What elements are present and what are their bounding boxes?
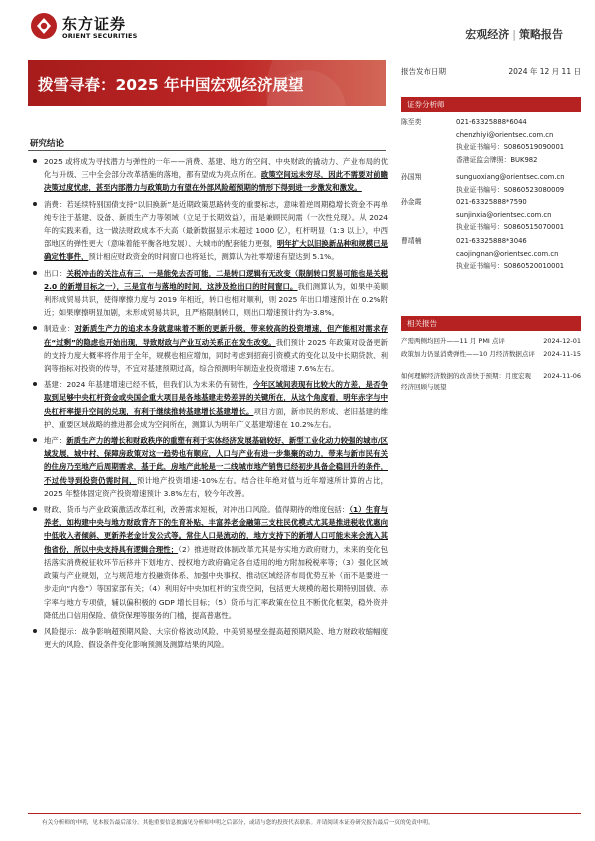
conclusion-bullet: [30, 322, 388, 375]
analyst-contact-line: 021-63325888*6044: [456, 118, 527, 126]
analyst-contact-line: chenzhiyi@orientsec.com.cn: [456, 130, 554, 139]
bullet-text: 地产：: [44, 436, 67, 446]
analysts-header: 证券分析师: [401, 97, 581, 112]
related-report-date: 2024-11-06: [543, 372, 581, 380]
conclusion-bullet: [30, 378, 388, 431]
analyst-contact-line: sunguoxiang@orientsec.com.cn: [456, 173, 565, 181]
brand-name-en: ORIENT SECURITIES: [62, 32, 138, 40]
bullet-text: 财政、货币与产业政策激活改革红利，改善需求短板，对冲出口风险。值得期待的维度包括：: [44, 505, 350, 515]
analyst-contact-line: 021-63325888*7590: [456, 198, 527, 206]
bullet-text: 我们预计 2025 年政策对设备更新的支持力度大概率将作用于全年，规模也相应增加，同时考虑到招商引资模式的变化以及中长期贷款、利润等指标对投资的传导，不宜对基建预期过高，综合预测明年制造业投资增速 7.6%左右。: [44, 337, 389, 374]
related-report-date: 2024-11-15: [543, 350, 581, 358]
category-separator: |: [512, 28, 516, 41]
conclusion-bullet: [30, 503, 388, 622]
analyst-name: 陈至奕: [401, 118, 422, 126]
bullet-highlight: 今年区域间表现有比较大的方差，是否争取到足够中央杠杆资金或央国企重大项目是各地基建走势差异的关键所在，从这个角度看，明年赤字与中央杠杆率提升空间的兑现，有利于继续推转基建增长基建增长。: [44, 380, 388, 416]
analyst-contact-line: 执业证书编号：S0860523080009: [456, 185, 565, 194]
related-report-title[interactable]: 政策加力仍显消费弹性——10 月经济数据点评: [401, 350, 535, 358]
analyst-contact-line: 执业证书编号：S0860515070001: [456, 223, 565, 231]
analyst-contact-line: 香港证监会牌照：BUK982: [456, 155, 538, 164]
bullet-highlight: 政策空间远未穷尽，因此不需要对前瞻决策过度忧虑，甚至内部潜力与政策助力有望在外部风险超预期的情形下得到进一步激发和激发。: [44, 170, 388, 193]
brand-name-cn: 东方证券: [62, 15, 127, 33]
bullet-text: 预计地产投资增速-10%左右。结合往年绝对值与近年增速所计算的占比，2025 年整体固定资产投资增速预计 3.8%左右，较今年改善。: [44, 475, 388, 498]
related-reports-header: 相关报告: [401, 316, 581, 331]
bullet-text: 我们测算认为，如果中美顺利形成贸易共识，使得摩擦力度与 2019 年相近，转口也相对顺利，则 2025 年出口增速预计在 0.2%附近；如果摩擦明显加剧，未形成贸易共识，且严格限制转口，则出口增速预计约为-3.8%。: [44, 281, 388, 318]
conclusion-bullet: [30, 434, 388, 500]
bullet-text: 项目方面，新市民的形成、老旧基建的维护、重要区域战略的推进都会成为空间所在，测算认为明年广义基建增速在 10.2%左右。: [44, 406, 388, 429]
bullet-text: 制造业：: [44, 324, 75, 334]
conclusion-bullet: [30, 198, 388, 264]
research-conclusions: [30, 155, 388, 654]
analyst-contact-line: 执业证书编号：S0860520010001: [456, 262, 565, 270]
bullet-highlight: 对新质生产力的追求本身就意味着不断的更新升级，带来较高的投资增速，但产能相对需求存在“过剩”的隐虑也开始出现，导致财政与产业互动关系正在发生改变。: [44, 324, 388, 347]
bullet-text: 2025 或将成为寻找潜力与弹性的一年——消费、基建、地方的空间、中央财政的撬动力、产业布局的优化与升级、三中全会部分改革措施的落地，都有望成为亮点所在。: [44, 157, 388, 180]
bullet-text: （2）推进财政体制改革尤其是夯实地方政府财力，未来的变化包括落实消费税征收环节后移并下划地方、授权地方政府确定各自适用的地方附加税税率等；（3）强化区域政策与产业规划，立与规范地方投融资体系、加强中央事权、推动区域经济布局优势互补（而不是要进一步走向“内卷”）等国家部有关；（4）利用好中央加杠杆的宝贵空间，包括更大规模的超长期特别国债、赤字率与地方专项债，辅以偏积极的 GDP 增长目标；（5）货币与汇率政策在位且不断优化框架，稳外资并降低出口信用保险、债贷保理等服务的门槛，提高普惠性。: [44, 544, 388, 620]
analyst-name: 孙国翔: [401, 173, 422, 181]
footer-disclaimer: 有关分析师的申明，见本报告最后部分。其他重要信息披露见分析师申明之后部分，或请与您的投资代表联系。并请阅读本证券研究报告最后一页的免责申明。: [42, 820, 434, 826]
analyst-contact-line: 执业证书编号：S0860519090001: [456, 143, 565, 151]
category-strategy: 策略报告: [519, 28, 563, 41]
analyst-contact-line: sunjinxia@orientsec.com.cn: [456, 210, 552, 219]
section-divider: [28, 150, 386, 151]
bullet-text: 出口：: [44, 268, 67, 278]
bullet-text: 风险提示：战争影响超预期风险、大宗价格波动风险、中美贸易壁垒提高超预期风险、地方财政收缩幅度更大的风险、假设条件变化影响预测及测算结果的风险。: [44, 626, 388, 650]
analyst-name: 曹靖楠: [401, 237, 422, 245]
title-banner: [28, 60, 386, 106]
analyst-contact-line: 021-63325888*3046: [456, 237, 527, 245]
bullet-text: 消费：若延续特别国债支持“以旧换新”是近期政策思路转变的重要标志，意味着逆周期稳增长资金不再单纯专注于基建、设备、新质生产力等领域（立足于长期效益），而是兼顾民间需（一次性兑现）。从 2024 年的实践来看，这一做法财政成本不大高（最新数据显示未超过 1000 亿），杠杆明显（1:3 以上），中西部地区的弹性更大（意味着能平衡各地发展）、大城市的配套能力更强，: [44, 199, 388, 249]
orient-securities-logo-icon: [30, 12, 58, 40]
bullet-highlight: 新质生产力的增长和财政秩序的重塑有利于实体经济发展基础较好、新型工业化动力较强的城市/区域发展，城中村、保障房政策对这一趋势也有顺应，人口与产业有进一步集聚的动力，带来与新市民有关的住房乃至地产后周期需求，基于此，房地产此轮是一二线城市地产销售已经初步具备企稳回升的条件，不过传导到投资仍需时间，: [44, 436, 388, 485]
related-report-title[interactable]: 产需两侧均回升——11 月 PMI 点评: [401, 337, 505, 345]
bullet-text: 预计相应财政资金的时间窗口也将延长，测算认为社零增速有望达到 5.1%。: [88, 252, 339, 262]
bullet-highlight: 关税冲击的关注点有三，一是能免去否可能，二是转口逻辑有无改变（限制转口贸易可能也是关税 2.0 的新增目标之一），三是宣布与落地的时间，这涉及抢出口的时间窗口。: [44, 268, 388, 291]
bullet-highlight: 明年扩大以旧换新品种和规模已是确定性事件，: [44, 239, 388, 262]
footer-divider: [28, 813, 581, 814]
bullet-text: 基建：2024 年基建增速已经不低，但我们认为未来仍有韧性，: [44, 380, 253, 390]
conclusion-bullet: [30, 625, 388, 651]
related-report-date: 2024-12-01: [543, 337, 581, 345]
bullet-highlight: （1）生育与养老，如构建中央与地方财政背齐下的生育补贴、丰富养老金融第三支柱民优模式尤其是推进税收优惠向中低收入者倾斜、更新养老金计发公式等。常住人口是流动的，地方支持下的新增人口可能未来会流入其他省份，所以中央支持具有逻辑合理性；: [44, 505, 388, 554]
brand-logo: [30, 12, 140, 42]
conclusion-bullet: [30, 267, 388, 320]
conclusion-bullet: [30, 155, 388, 195]
report-date-label: 报告发布日期: [401, 67, 446, 76]
report-date-value: 2024 年 12 月 11 日: [508, 67, 581, 76]
analyst-name: 孙金霞: [401, 198, 422, 206]
section-title: 研究结论: [30, 139, 65, 149]
category-macro: 宏观经济: [465, 28, 510, 41]
analyst-contact-line: caojingnan@orientsec.com.cn: [456, 249, 559, 258]
related-report-title[interactable]: 如何理解经济数据的改善快于预期：月度宏观经济回顾与展望: [401, 372, 531, 391]
report-title: 拨雪寻春：2025 年中国宏观经济展望: [38, 76, 304, 94]
report-category: [465, 26, 563, 42]
